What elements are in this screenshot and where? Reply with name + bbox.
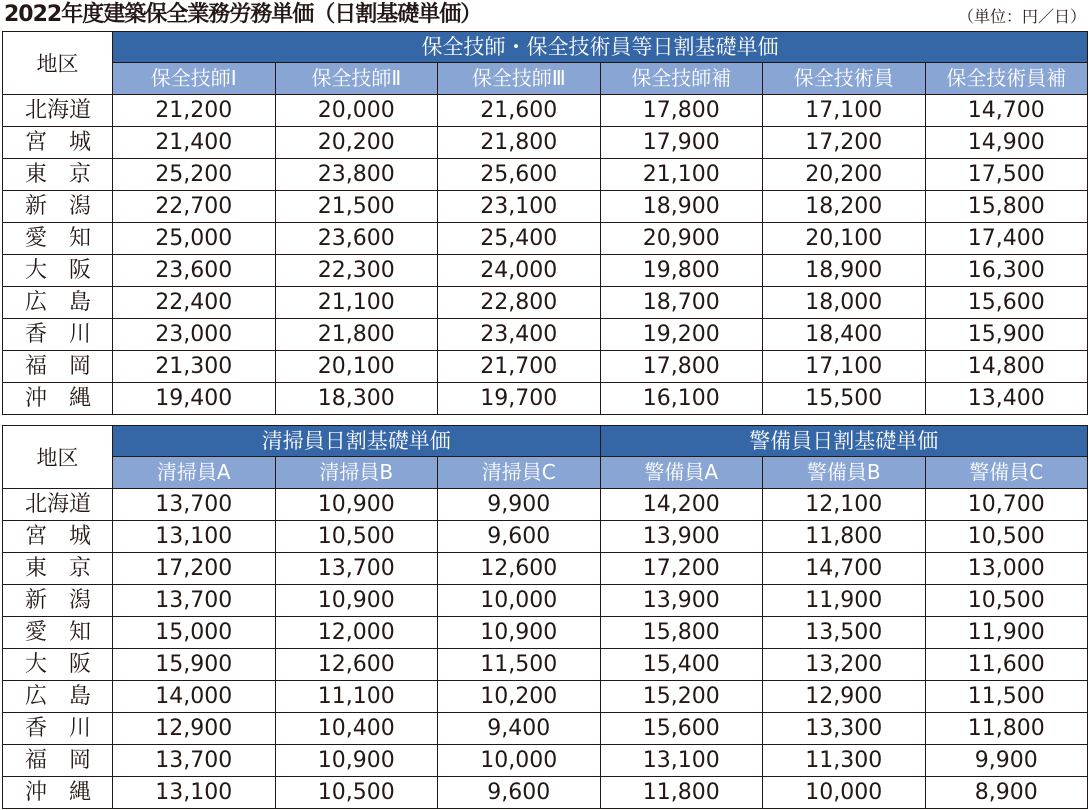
rate-cell: 9,600 — [438, 521, 601, 553]
rate-cell: 15,000 — [113, 617, 276, 649]
rate-cell: 11,900 — [925, 617, 1088, 649]
rate-cell: 15,400 — [600, 649, 763, 681]
rate-cell: 19,700 — [438, 383, 601, 415]
rate-cell: 23,600 — [113, 255, 276, 287]
rate-cell: 11,600 — [925, 649, 1088, 681]
region-cell: 大 阪 — [3, 649, 113, 681]
column-header: 保全技師Ⅱ — [275, 63, 438, 95]
rate-cell: 20,200 — [275, 127, 438, 159]
rate-cell: 18,900 — [763, 255, 926, 287]
table-row — [3, 319, 1088, 351]
rate-cell: 25,000 — [113, 223, 276, 255]
rate-cell: 18,700 — [600, 287, 763, 319]
page-title: 2022年度建築保全業務労務単価（日割基礎単価） — [4, 2, 482, 27]
rate-cell: 16,300 — [925, 255, 1088, 287]
group-header-cleaning: 清掃員日割基礎単価 — [113, 426, 601, 457]
region-cell: 東 京 — [3, 553, 113, 585]
rate-cell: 10,400 — [275, 713, 438, 745]
rate-cell: 13,100 — [113, 777, 276, 809]
region-cell: 新 潟 — [3, 585, 113, 617]
rate-cell: 21,200 — [113, 95, 276, 127]
rate-cell: 13,300 — [763, 713, 926, 745]
rate-cell: 20,100 — [275, 351, 438, 383]
rate-cell: 19,400 — [113, 383, 276, 415]
region-cell: 北海道 — [3, 95, 113, 127]
rate-cell: 12,100 — [763, 489, 926, 521]
rate-cell: 20,900 — [600, 223, 763, 255]
region-cell: 広 島 — [3, 681, 113, 713]
rate-cell: 22,300 — [275, 255, 438, 287]
rate-cell: 17,100 — [763, 95, 926, 127]
table-row — [3, 521, 1088, 553]
table-row — [3, 553, 1088, 585]
rate-cell: 21,400 — [113, 127, 276, 159]
rate-cell: 13,700 — [113, 745, 276, 777]
rate-cell: 15,600 — [925, 287, 1088, 319]
rate-cell: 13,200 — [763, 649, 926, 681]
rate-cell: 19,200 — [600, 319, 763, 351]
rate-cell: 10,000 — [438, 745, 601, 777]
rate-cell: 13,700 — [113, 585, 276, 617]
rate-cell: 22,800 — [438, 287, 601, 319]
region-cell: 大 阪 — [3, 255, 113, 287]
rate-cell: 21,300 — [113, 351, 276, 383]
rate-cell: 18,000 — [763, 287, 926, 319]
group-header-security: 警備員日割基礎単価 — [600, 426, 1088, 457]
region-cell: 香 川 — [3, 713, 113, 745]
rate-cell: 9,400 — [438, 713, 601, 745]
rate-cell: 13,000 — [925, 553, 1088, 585]
rate-cell: 15,500 — [763, 383, 926, 415]
rate-cell: 13,500 — [763, 617, 926, 649]
region-cell: 香 川 — [3, 319, 113, 351]
rate-cell: 10,900 — [275, 489, 438, 521]
rate-cell: 13,100 — [113, 521, 276, 553]
rate-cell: 11,500 — [438, 649, 601, 681]
rate-cell: 10,000 — [763, 777, 926, 809]
table-row — [3, 287, 1088, 319]
column-header: 清掃員C — [438, 457, 601, 489]
rate-cell: 10,500 — [925, 585, 1088, 617]
table-row — [3, 617, 1088, 649]
region-cell: 沖 縄 — [3, 777, 113, 809]
rate-cell: 15,900 — [113, 649, 276, 681]
rate-cell: 11,800 — [925, 713, 1088, 745]
rate-cell: 11,300 — [763, 745, 926, 777]
rate-cell: 25,600 — [438, 159, 601, 191]
rate-cell: 19,800 — [600, 255, 763, 287]
rate-cell: 17,200 — [600, 553, 763, 585]
rate-cell: 17,800 — [600, 351, 763, 383]
rate-cell: 17,100 — [763, 351, 926, 383]
region-cell: 愛 知 — [3, 617, 113, 649]
rate-cell: 12,600 — [275, 649, 438, 681]
rate-cell: 11,500 — [925, 681, 1088, 713]
rate-cell: 15,800 — [925, 191, 1088, 223]
rate-cell: 12,900 — [763, 681, 926, 713]
rate-cell: 21,500 — [275, 191, 438, 223]
rate-cell: 20,100 — [763, 223, 926, 255]
rate-cell: 13,400 — [925, 383, 1088, 415]
column-header-row — [3, 63, 1088, 95]
region-header: 地区 — [3, 32, 113, 95]
rate-cell: 21,600 — [438, 95, 601, 127]
rate-cell: 10,900 — [275, 585, 438, 617]
column-header: 警備員A — [600, 457, 763, 489]
rate-cell: 12,600 — [438, 553, 601, 585]
rate-cell: 18,300 — [275, 383, 438, 415]
column-header: 清掃員A — [113, 457, 276, 489]
labor-rate-table-cleaning-security — [2, 425, 1088, 809]
unit-note: （単位：円／日） — [957, 7, 1086, 26]
region-header: 地区 — [3, 426, 113, 489]
rate-cell: 17,200 — [113, 553, 276, 585]
rate-cell: 12,000 — [275, 617, 438, 649]
rate-cell: 14,700 — [763, 553, 926, 585]
rate-cell: 17,500 — [925, 159, 1088, 191]
rate-cell: 10,900 — [438, 617, 601, 649]
rate-cell: 23,600 — [275, 223, 438, 255]
table-row — [3, 95, 1088, 127]
rate-cell: 15,800 — [600, 617, 763, 649]
rate-cell: 17,400 — [925, 223, 1088, 255]
column-header: 清掃員B — [275, 457, 438, 489]
rate-cell: 10,500 — [925, 521, 1088, 553]
rate-cell: 24,000 — [438, 255, 601, 287]
region-cell: 東 京 — [3, 159, 113, 191]
rate-cell: 15,600 — [600, 713, 763, 745]
region-cell: 北海道 — [3, 489, 113, 521]
rate-cell: 14,800 — [925, 351, 1088, 383]
column-header: 警備員C — [925, 457, 1088, 489]
rate-cell: 23,100 — [438, 191, 601, 223]
rate-cell: 10,500 — [275, 777, 438, 809]
rate-cell: 18,400 — [763, 319, 926, 351]
rate-cell: 11,100 — [275, 681, 438, 713]
rate-cell: 22,400 — [113, 287, 276, 319]
table-row — [3, 127, 1088, 159]
region-cell: 宮 城 — [3, 127, 113, 159]
column-header: 保全技術員補 — [925, 63, 1088, 95]
group-header-row — [3, 32, 1088, 63]
region-cell: 広 島 — [3, 287, 113, 319]
table-row — [3, 681, 1088, 713]
table-row — [3, 585, 1088, 617]
rate-cell: 14,700 — [925, 95, 1088, 127]
rate-cell: 10,200 — [438, 681, 601, 713]
rate-cell: 21,800 — [438, 127, 601, 159]
table-row — [3, 745, 1088, 777]
rate-cell: 13,900 — [600, 585, 763, 617]
rate-cell: 10,000 — [438, 585, 601, 617]
rate-cell: 20,200 — [763, 159, 926, 191]
rate-cell: 11,900 — [763, 585, 926, 617]
rate-cell: 14,900 — [925, 127, 1088, 159]
group-header-row — [3, 426, 1088, 457]
rate-cell: 9,900 — [438, 489, 601, 521]
rate-cell: 8,900 — [925, 777, 1088, 809]
column-header: 保全技術員 — [763, 63, 926, 95]
table-row — [3, 777, 1088, 809]
rate-cell: 17,900 — [600, 127, 763, 159]
rate-cell: 11,800 — [763, 521, 926, 553]
rate-cell: 20,000 — [275, 95, 438, 127]
rate-cell: 10,500 — [275, 521, 438, 553]
rate-cell: 13,700 — [113, 489, 276, 521]
rate-cell: 17,800 — [600, 95, 763, 127]
rate-cell: 10,900 — [275, 745, 438, 777]
column-header: 保全技師Ⅰ — [113, 63, 276, 95]
rate-cell: 15,200 — [600, 681, 763, 713]
table-row — [3, 159, 1088, 191]
table-row — [3, 383, 1088, 415]
rate-cell: 11,800 — [600, 777, 763, 809]
rate-cell: 12,900 — [113, 713, 276, 745]
rate-cell: 15,900 — [925, 319, 1088, 351]
rate-cell: 25,400 — [438, 223, 601, 255]
rate-cell: 13,700 — [275, 553, 438, 585]
rate-cell: 14,000 — [113, 681, 276, 713]
table-row — [3, 255, 1088, 287]
table-row — [3, 649, 1088, 681]
table-row — [3, 351, 1088, 383]
column-header: 保全技師Ⅲ — [438, 63, 601, 95]
rate-cell: 23,800 — [275, 159, 438, 191]
rate-cell: 22,700 — [113, 191, 276, 223]
region-cell: 沖 縄 — [3, 383, 113, 415]
rate-cell: 13,900 — [600, 521, 763, 553]
rate-cell: 18,900 — [600, 191, 763, 223]
column-header: 保全技師補 — [600, 63, 763, 95]
rate-cell: 25,200 — [113, 159, 276, 191]
rate-cell: 21,700 — [438, 351, 601, 383]
rate-cell: 23,000 — [113, 319, 276, 351]
rate-cell: 18,200 — [763, 191, 926, 223]
table-row — [3, 713, 1088, 745]
region-cell: 愛 知 — [3, 223, 113, 255]
rate-cell: 9,600 — [438, 777, 601, 809]
table-row — [3, 191, 1088, 223]
rate-cell: 9,900 — [925, 745, 1088, 777]
region-cell: 福 岡 — [3, 745, 113, 777]
rate-cell: 16,100 — [600, 383, 763, 415]
column-header-row — [3, 457, 1088, 489]
rate-cell: 10,700 — [925, 489, 1088, 521]
table-row — [3, 223, 1088, 255]
group-header: 保全技師・保全技術員等日割基礎単価 — [113, 32, 1088, 63]
rate-cell: 17,200 — [763, 127, 926, 159]
rate-cell: 14,200 — [600, 489, 763, 521]
rate-cell: 13,100 — [600, 745, 763, 777]
region-cell: 宮 城 — [3, 521, 113, 553]
region-cell: 福 岡 — [3, 351, 113, 383]
rate-cell: 21,100 — [600, 159, 763, 191]
rate-cell: 21,100 — [275, 287, 438, 319]
labor-rate-table-maintenance — [2, 31, 1088, 415]
table-row — [3, 489, 1088, 521]
rate-cell: 23,400 — [438, 319, 601, 351]
region-cell: 新 潟 — [3, 191, 113, 223]
column-header: 警備員B — [763, 457, 926, 489]
rate-cell: 21,800 — [275, 319, 438, 351]
